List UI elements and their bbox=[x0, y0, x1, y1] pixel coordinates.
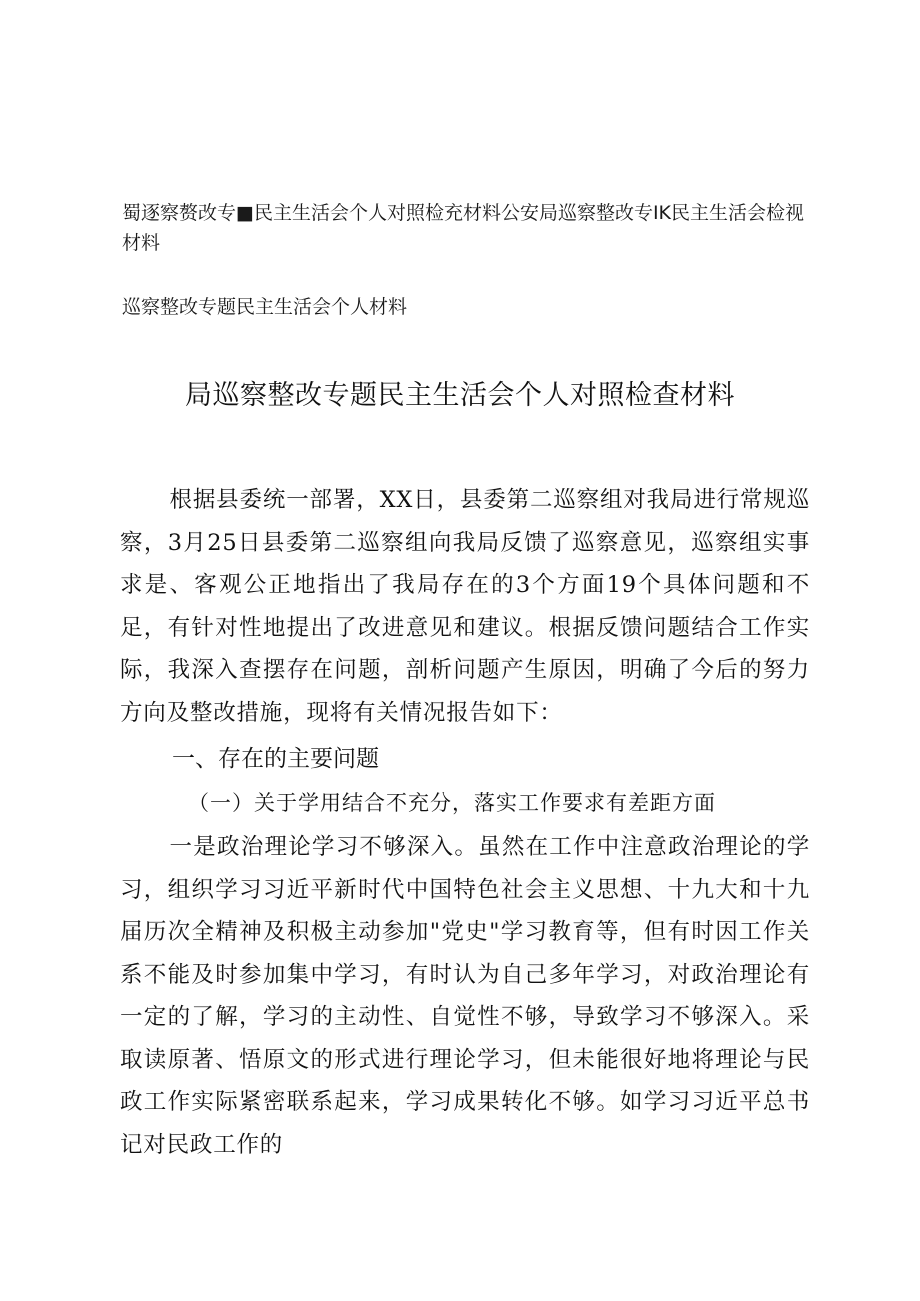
intro-paragraph: 根据县委统一部署，XX日，县委第二巡察组对我局进行常规巡察，3月25日县委第二巡察组向我局反馈了巡察意见，巡察组实事求是、客观公正地指出了我局存在的3个方面19个具体问题和不足，有针对性地提出了改进意见和建议。根据反馈问题结合工作实际，我深入查摆存在问题，剖析问题产生原因，明确了今后的努力方向及整改措施，现将有关情况报告如下： bbox=[120, 487, 810, 726]
header-subtitle-line: 巡察整改专题民主生活会个人材料 bbox=[122, 296, 408, 318]
header-title-line: 蜀逐察赘改专■民主生活会个人对照检充材料公安局巡察整改专IK民主生活会检视材料 bbox=[122, 202, 805, 254]
subsection-heading: （一）关于学用结合不充分，落实工作要求有差距方面 bbox=[188, 791, 716, 815]
document-title: 局巡察整改专题民主生活会个人对照检查材料 bbox=[185, 380, 735, 411]
body-paragraph: 一是政治理论学习不够深入。虽然在工作中注意政治理论的学习，组织学习习近平新时代中国特色社会主义思想、十九大和十九届历次全精神及积极主动参加"党史"学习教育等，但有时因工作关系不能及时参加集中学习，有时认为自己多年学习，对政治理论有一定的了解，学习的主动性、自觉性不够，导致学习不够深入。采取读原著、悟原文的形式进行理论学习，但未能很好地将理论与民政工作实际紧密联系起来，学习成果转化不够。如学习习近平总书记对民政工作的 bbox=[120, 834, 810, 1158]
section-heading: 一、存在的主要问题 bbox=[172, 746, 379, 772]
